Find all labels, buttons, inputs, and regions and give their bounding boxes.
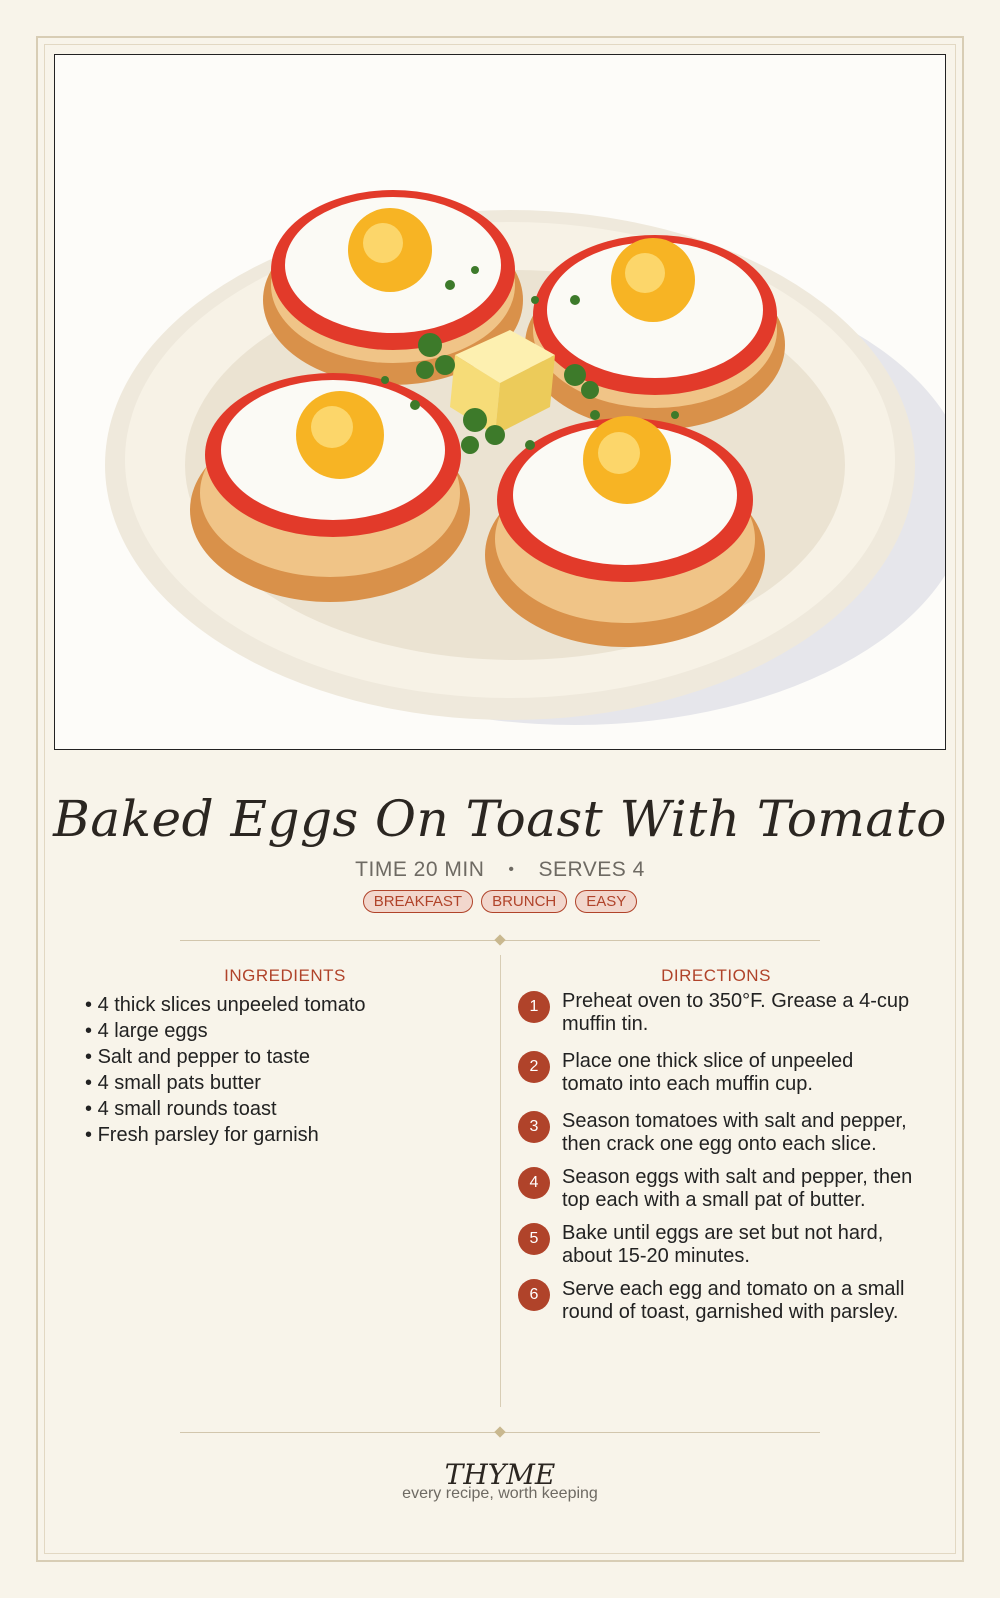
brand-logo: THYME [444,1458,556,1491]
ingredient-item: • 4 small pats butter [85,1070,485,1096]
column-divider [500,955,501,1407]
direction-step-4 [518,1166,918,1212]
toast-egg-4 [485,416,765,647]
step-text: Season eggs with salt and pepper, then top each with a small pat of butter. [562,1166,913,1211]
recipe-photo [54,54,946,750]
ingredients-heading: INGREDIENTS [224,966,346,985]
step-number-badge: 3 [518,1111,550,1143]
step-text: Place one thick slice of unpeeled tomato into each muffin cup. [562,1050,854,1095]
step-number-badge: 6 [518,1279,550,1311]
direction-list [518,990,918,1324]
tag-brunch[interactable]: BRUNCH [481,890,567,913]
direction-step-5 [518,1222,918,1268]
ingredient-item: • Salt and pepper to taste [85,1044,485,1070]
direction-step-6 [518,1278,918,1324]
recipe-meta [0,858,1000,882]
step-number-badge: 4 [518,1167,550,1199]
ingredient-list [85,992,485,1148]
serves-label: SERVES 4 [538,858,645,881]
brand-tagline: every recipe, worth keeping [402,1485,598,1502]
directions-heading: DIRECTIONS [661,966,771,985]
toast-egg-2 [525,235,785,430]
tag-easy[interactable]: EASY [575,890,637,913]
step-text: Serve each egg and tomato on a small round of toast, garnished with parsley. [562,1278,905,1323]
recipe-title: Baked Eggs On Toast With Tomato [53,790,947,848]
step-text: Season tomatoes with salt and pepper, then crack one egg onto each slice. [562,1110,907,1155]
tag-breakfast[interactable]: BREAKFAST [363,890,473,913]
step-text: Preheat oven to 350°F. Grease a 4-cup muffin tin. [562,990,910,1035]
ingredient-item: • 4 large eggs [85,1018,485,1044]
step-number-badge: 2 [518,1051,550,1083]
direction-step-2 [518,1050,918,1096]
direction-step-1 [518,990,918,1036]
step-number-badge: 1 [518,991,550,1023]
direction-step-3 [518,1110,918,1156]
step-number-badge: 5 [518,1223,550,1255]
toast-egg-3 [190,373,470,602]
ingredient-item: • 4 small rounds toast [85,1096,485,1122]
ingredient-item: • 4 thick slices unpeeled tomato [85,992,485,1018]
step-text: Bake until eggs are set but not hard, about 15-20 minutes. [562,1222,884,1267]
meta-separator: • [508,861,515,878]
tag-list [0,890,1000,913]
ingredient-item: • Fresh parsley for garnish [85,1122,485,1148]
time-label: TIME 20 MIN [355,858,485,881]
